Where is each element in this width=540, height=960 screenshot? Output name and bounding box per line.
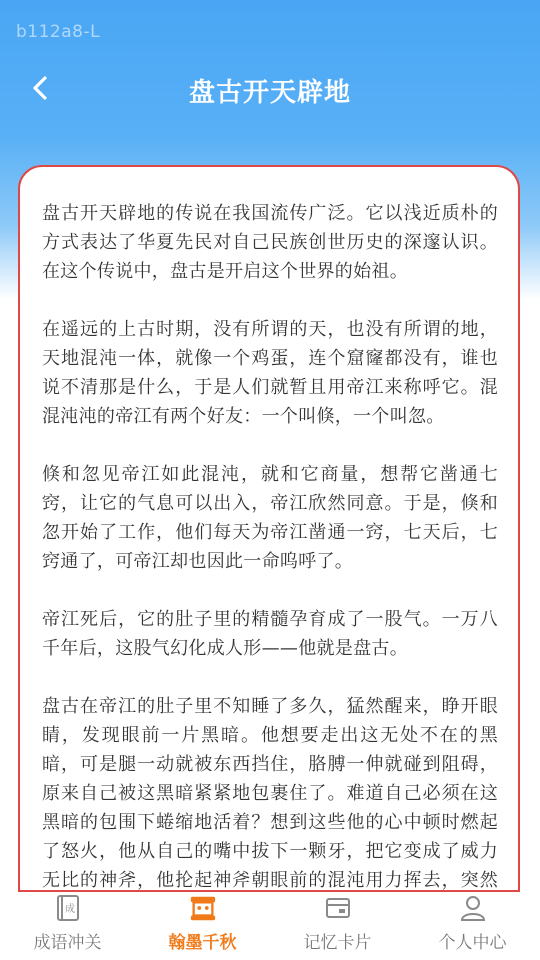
book-icon <box>53 894 83 922</box>
user-icon <box>458 894 488 922</box>
article-paragraph: 盘古在帝江的肚子里不知睡了多久，猛然醒来，睁开眼睛，发现眼前一片黑暗。他想要走出这无处不在的黑暗，可是腿一动就被东西挡住，胳膊一伸就碰到阻碍，原来自己被这黑暗紧紧地包裹住了。难道自己必须在这黑暗的包围下蜷缩地活着？想到这些他的心中顿时燃起了怒火，他从自己的嘴中拔下一颗牙，把它变成了威力无比的神斧，他抡起神斧朝眼前的混沌用力挥去，突然 <box>42 696 498 891</box>
tab-label: 成语冲关 <box>33 933 102 953</box>
bottom-tab-bar <box>0 892 540 960</box>
scroll-icon <box>188 894 218 922</box>
tab-jiyi[interactable] <box>270 892 405 960</box>
article-paragraph: 帝江死后，它的肚子里的精髓孕育成了一股气。一万八千年后，这股气幻化成人形——他就是盘古。 <box>42 609 498 659</box>
tab-chengyu[interactable] <box>0 892 135 960</box>
article-paragraph: 盘古开天辟地的传说在我国流传广泛。它以浅近质朴的方式表达了华夏先民对自己民族创世历史的深邃认识。在这个传说中，盘古是开启这个世界的始祖。 <box>42 203 498 282</box>
article-body <box>20 167 518 892</box>
page-title: 盘古开天辟地 <box>188 78 351 108</box>
watermark: b112a8-L <box>16 22 101 42</box>
tab-label: 个人中心 <box>438 933 507 953</box>
article-card[interactable] <box>18 165 520 892</box>
tab-label: 翰墨千秋 <box>168 933 237 953</box>
article-paragraph: 在遥远的上古时期，没有所谓的天，也没有所谓的地，天地混沌一体，就像一个鸡蛋，连个窟窿都没有，谁也说不清那是什么，于是人们就暂且用帝江来称呼它。混混沌沌的帝江有两个好友：一个叫倏，一个叫忽。 <box>42 319 498 427</box>
tab-hanmo[interactable] <box>135 892 270 960</box>
article-paragraph: 倏和忽见帝江如此混沌，就和它商量，想帮它凿通七窍，让它的气息可以出入，帝江欣然同意。于是，倏和忽开始了工作，他们每天为帝江凿通一窍，七天后，七窍通了，可帝江却也因此一命呜呼了。 <box>42 464 498 572</box>
tab-label: 记忆卡片 <box>303 933 372 953</box>
svg-text:成: 成 <box>64 904 75 915</box>
card-icon <box>323 894 353 922</box>
tab-profile[interactable] <box>405 892 540 960</box>
